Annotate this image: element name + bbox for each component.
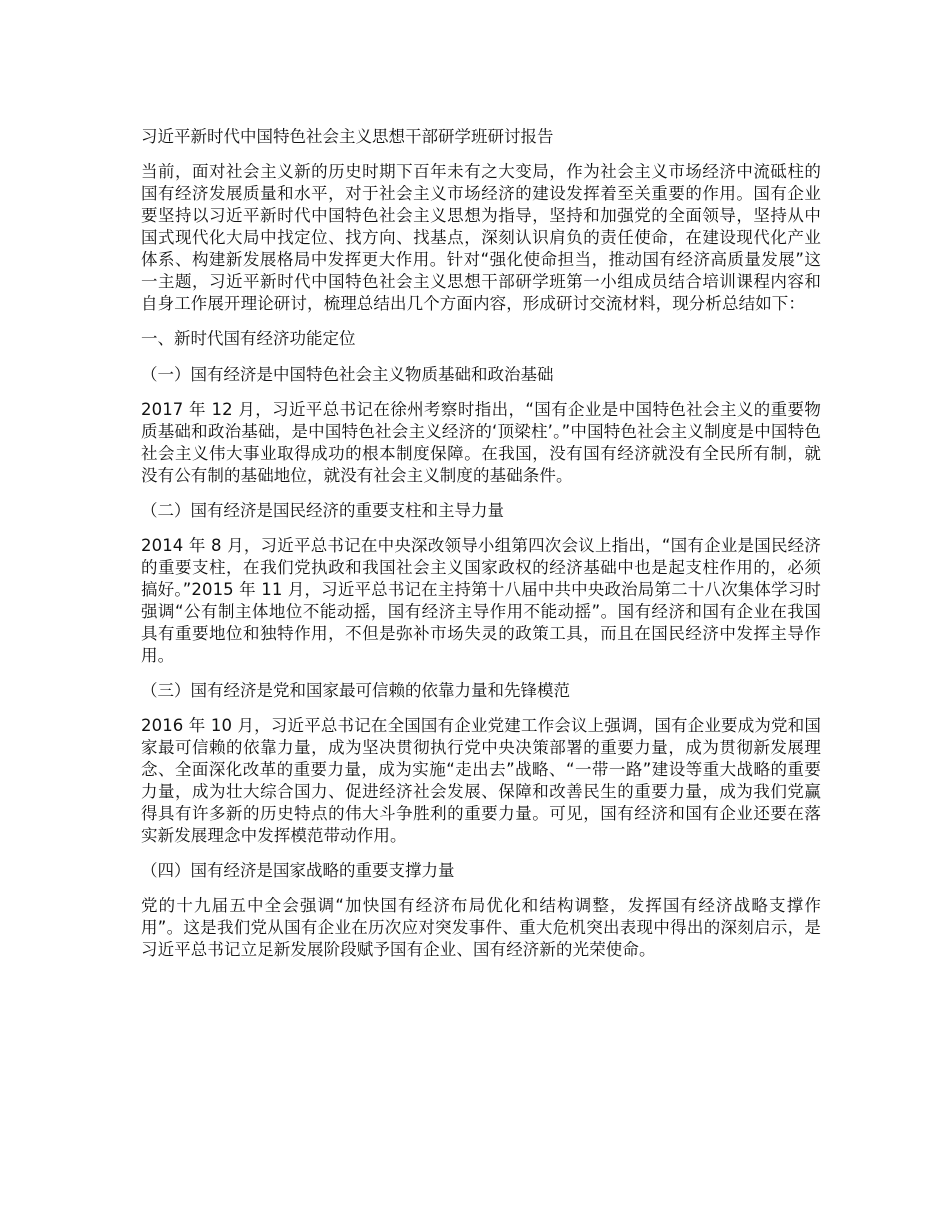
subsection-heading-4: （四）国有经济是国家战略的重要支撑力量: [141, 861, 455, 880]
subsection-paragraph-4: 党的十九届五中全会强调“加快国有经济布局优化和结构调整，发挥国有经济战略支撑作用”。这是我们党从国有企业在历次应对突发事件、重大危机突出表现中得出的深刻启示，是习近平总书记立足新发展阶段赋予国有企业、国有经济新的光荣使命。: [141, 896, 821, 959]
document-page: [141, 125, 821, 973]
intro-paragraph: 当前，面对社会主义新的历史时期下百年未有之大变局，作为社会主义市场经济中流砥柱的国有经济发展质量和水平，对于社会主义市场经济的建设发挥着至关重要的作用。国有企业要坚持以习近平新时代中国特色社会主义思想为指导，坚持和加强党的全面领导，坚持从中国式现代化大局中找定位、找方向、找基点，深刻认识肩负的责任使命，在建设现代化产业体系、构建新发展格局中发挥更大作用。针对“强化使命担当，推动国有经济高质量发展”这一主题，习近平新时代中国特色社会主义思想干部研学班第一小组成员结合培训课程内容和自身工作展开理论研讨，梳理总结出几个方面内容，形成研讨交流材料，现分析总结如下：: [141, 162, 821, 313]
subsection-paragraph-1: 2017 年 12 月，习近平总书记在徐州考察时指出，“国有企业是中国特色社会主义的重要物质基础和政治基础，是中国特色社会主义经济的‘顶梁柱’。”中国特色社会主义制度是中国特色社会主义伟大事业取得成功的根本制度保障。在我国，没有国有经济就没有全民所有制，就没有公有制的基础地位，就没有社会主义制度的基础条件。: [141, 400, 821, 485]
subsection-heading-2: （二）国有经济是国民经济的重要支柱和主导力量: [141, 501, 504, 520]
subsection-heading-3: （三）国有经济是党和国家最可信赖的依靠力量和先锋模范: [141, 681, 570, 700]
subsection-heading-1: （一）国有经济是中国特色社会主义物质基础和政治基础: [141, 365, 554, 384]
section-heading: 一、新时代国有经济功能定位: [141, 329, 356, 348]
document-title: 习近平新时代中国特色社会主义思想干部研学班研讨报告: [141, 127, 554, 146]
subsection-paragraph-2: 2014 年 8 月，习近平总书记在中央深改领导小组第四次会议上指出，“国有企业是国民经济的重要支柱，在我们党执政和我国社会主义国家政权的经济基础中也是起支柱作用的，必须搞好。”2015 年 11 月，习近平总书记在主持第十八届中共中央政治局第二十八次集体学习时强调“公有制主体地位不能动摇，国有经济主导作用不能动摇”。国有经济和国有企业在我国具有重要地位和独特作用，不但是弥补市场失灵的政策工具，而且在国民经济中发挥主导作用。: [141, 536, 821, 665]
subsection-paragraph-3: 2016 年 10 月，习近平总书记在全国国有企业党建工作会议上强调，国有企业要成为党和国家最可信赖的依靠力量，成为坚决贯彻执行党中央决策部署的重要力量，成为贯彻新发展理念、全面深化改革的重要力量，成为实施“走出去”战略、“一带一路”建设等重大战略的重要力量，成为壮大综合国力、促进经济社会发展、保障和改善民生的重要力量，成为我们党赢得具有许多新的历史特点的伟大斗争胜利的重要力量。可见，国有经济和国有企业还要在落实新发展理念中发挥模范带动作用。: [141, 716, 821, 845]
